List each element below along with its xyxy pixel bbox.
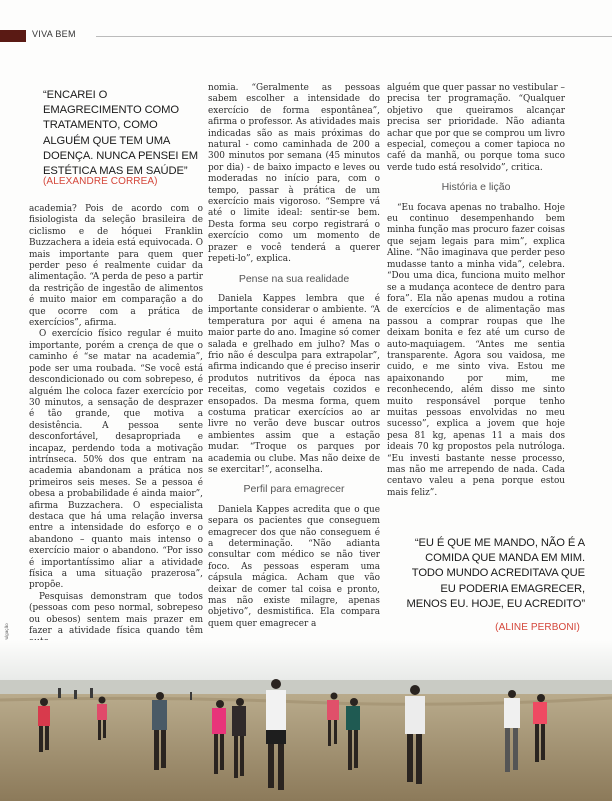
beach-runners-photo — [0, 640, 612, 801]
page-header — [0, 30, 612, 42]
column-2 — [208, 83, 380, 630]
paragraph: Pesquisas demonstram que todos (pessoas com peso normal, sobrepeso ou obesos) sentem mais prazer em fazer a atividade física quando têm — [29, 591, 203, 637]
subheading-historia-e-licao: História e lição — [441, 181, 511, 194]
pull-quote-2-attribution: (ALINE PERBONI) — [495, 622, 580, 633]
paragraph: alguém que quer passar no vestibular – precisa ter programação. “Qualquer objetivo que queiramos alcançar precisa ser prioridade. Não adianta achar que por que se comprou um livro especial, começou a comer tapioca no café da manhã, ou porque toma suco verde tudo está resolvido”, critica. — [387, 83, 565, 173]
paragraph: academia? Pois de acordo com o fisiologista da seleção brasileira de ciclismo e de hóquei Franklin Buzzachera a ideia está equivocada. O mais importante para quem quer perder peso é realmente cuidar da alimentação. “A perda de peso a partir da restrição de ingestão de alimentos é muito maior em comparação a do que ocorre com a prática de exercícios”, afirma. — [29, 204, 203, 329]
pull-quote-1-attribution: (ALEXANDRE CORREA) — [43, 176, 158, 187]
paragraph: O exercício físico regular é muito importante, porém a crença de que o caminho é “se matar na academia”, pode ser uma roubada. “Se você está descondicionado ou com sobrepeso, é alguém lhe coloca fazer exercício por 30 minutos, a sensação de desprazer é tão grande, que motiva a desistência. A pessoa sente desconfortável, desapropriada e incapaz, perdendo toda a motivação intrínseca. 50% dos que entram na academia abandonam a prática nos primeiros seis meses. Se a pessoa é obesa a probabilidade é ainda maior”, afirma Buzzachera. O especialista destaca que há uma relação inversa entre a intensidade do esforço e o abandono – quanto mais intenso o exercício maior o abandono. “Por isso é importantíssimo aliar a atividade física a uma situação prazerosa”, propõe. — [29, 329, 203, 591]
subheading-pense-na-sua-realidade: Pense na sua realidade — [238, 272, 350, 285]
subheading-perfil-para-emagrecer: Perfil para emagrecer — [243, 483, 345, 496]
paragraph: nomia. “Geralmente as pessoas sabem escolher a intensidade do exercício de forma espontânea”, afirma o professor. As atividades mais indicadas são as mais próximas do natural - como caminhada de 200 a 300 minutos por semana (45 minutos por dia) - de baixo impacto e leves ou moderadas no início para, com o tempo, passar à prática de um exercício mais vigoroso. “Sempre vá até o limite ideal: sentir-se bem. Desta forma seu corpo registrará o exercício como um momento de prazer e você tenderá a querer repeti-lo”, explica. — [208, 83, 380, 265]
pull-quote-2: “EU É QUE ME MANDO, NÃO É A COMIDA QUE MANDA EM MIM. TODO MUNDO ACREDITAVA QUE EU PODERIA EMAGRECER, MENOS EU. HOJE, EU ACREDITO” — [406, 537, 585, 610]
paragraph: Daniela Kappes lembra que é importante considerar o ambiente. “A temperatura por aqui é amena na maior parte do ano. Imagine só comer salada e grelhado em julho? Mas o frio não é desculpa para extrapolar”, afirma indicando que é preciso inserir produtos nutritivos da época nas receitas, como vegetais cozidos e ensopados. Da mesma forma, quem costuma praticar exercícios ao ar livre no verão deve buscar outros ambientes assim que a estação mudar. “Troque os parques por academia ou clube. Mas não deixe de se exercitar!”, aconselha. — [208, 293, 380, 475]
column-3 — [387, 83, 565, 499]
pull-quote-1: “ENCAREI O EMAGRECIMENTO COMO TRATAMENTO, COMO ALGUÉM QUE TEM UMA DOENÇA. NUNCA PENSEI EM ESTÉTICA MAS EM SAÚDE” — [43, 89, 198, 178]
paragraph: Daniela Kappes acredita que o que separa os pacientes que conseguem emagrecer dos que não conseguem é a determinação. “Não adianta consultar com médico se não tiver foco. As pessoas esperam uma cápsula mágica. Acham que vão deixar de comer tal coisa e pronto, mas não existe milagre, apenas objetivo”, desmistifica. Ela compara quem quer emagrecer a — [208, 504, 380, 629]
paragraph: “Eu focava apenas no trabalho. Hoje eu continuo desempenhando bem minha função mas procuro fazer coisas que sejam legais para mim”, explica Aline. “Não imaginava que perder peso mudasse tanto a minha vida”, celebra. “Dou uma dica, funciona muito melhor se a mudança acontece de dentro para fora”. Ela não apenas mudou a rotina de exercícios e de alimentação mas passou a comprar roupas que lhe deixam bonita e fez até um curso de auto-maquiagem. “Antes me sentia transparente. Agora sou vaidosa, me cuido, e me sinto viva. Estou me apaixonando por mim, me reconhecendo, além disso me sinto muito responsável porque tenho muitas pessoas envolvidas no meu sucesso”, explica a jovem que hoje pesa 81 kg, apenas 11 a mais dos ideais 70 kg propostos pela nutróloga. “Eu investi bastante nesse processo, mas não me arrependo de nada. Cada centavo valeu a pena porque estou mais feliz”. — [387, 202, 565, 498]
section-color-bar — [0, 30, 26, 42]
header-rule — [96, 36, 612, 37]
section-title: VIVA BEM — [32, 29, 76, 39]
column-1 — [29, 204, 203, 649]
